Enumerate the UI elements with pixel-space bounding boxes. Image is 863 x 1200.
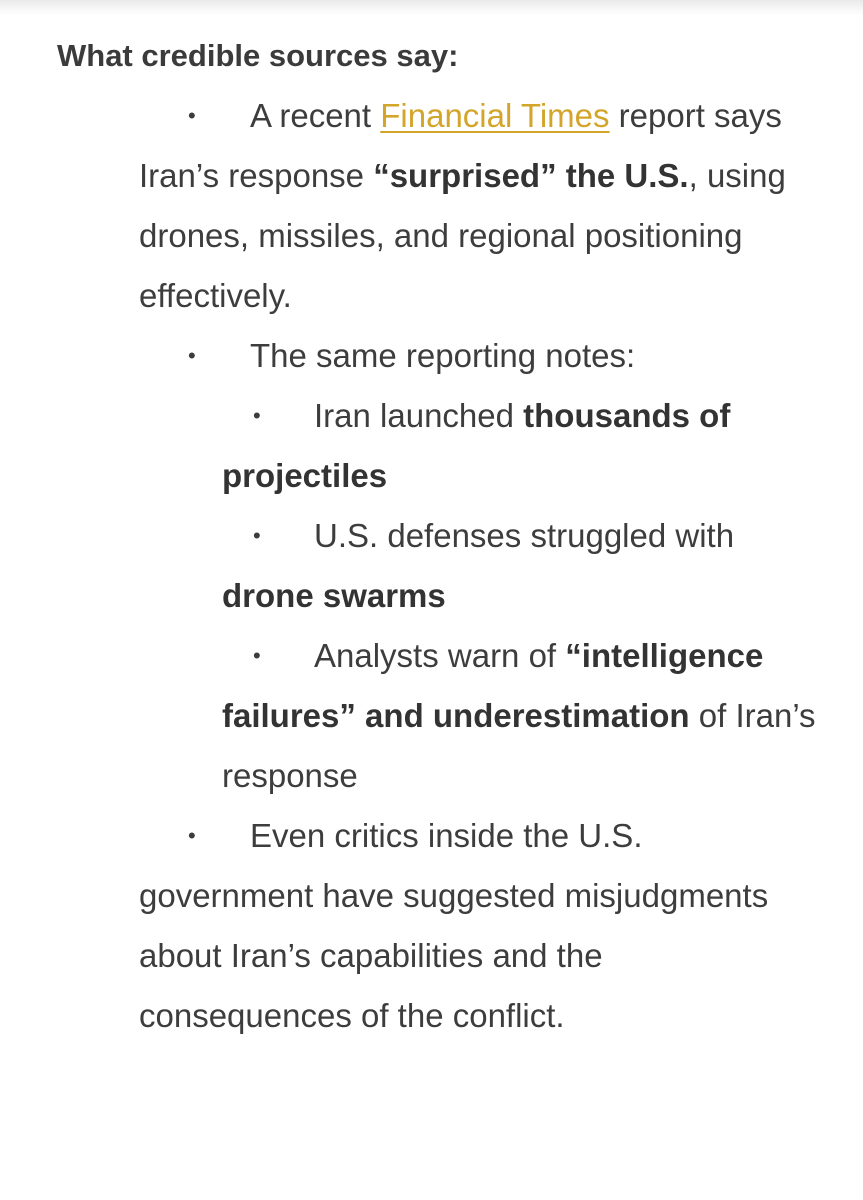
- list-item: [222, 626, 822, 806]
- bullet-list: [0, 86, 863, 1046]
- segment-text: Analysts warn of: [314, 637, 566, 674]
- segment-text: U.S. defenses struggled with: [314, 517, 735, 554]
- list-item: [139, 326, 819, 386]
- bullet-icon: •: [253, 403, 261, 428]
- segment-text: The same reporting notes:: [250, 337, 636, 374]
- list-item: [222, 506, 822, 626]
- segment-text: A recent: [250, 97, 381, 134]
- bold-text: “intelligence failures” and underestimation: [222, 637, 764, 734]
- bullet-icon: •: [188, 103, 196, 128]
- bold-text: drone swarms: [222, 577, 446, 614]
- bullet-icon: •: [253, 523, 261, 548]
- segment-text: of Iran’s response: [222, 697, 816, 794]
- section-heading: What credible sources say:: [57, 38, 459, 73]
- top-edge-shadow: [0, 0, 863, 16]
- segment-text: Even critics inside the U.S. government have suggested misjudgments about Iran’s capabilities and the consequences of the conflict.: [139, 817, 769, 1034]
- segment-text: Iran launched: [314, 397, 524, 434]
- bullet-icon: •: [188, 343, 196, 368]
- bullet-icon: •: [188, 823, 196, 848]
- segment-text: , using drones, missiles, and regional positioning effectively.: [139, 157, 786, 314]
- list-item: [222, 386, 822, 506]
- list-item: [139, 806, 819, 1046]
- financial-times-link[interactable]: Financial Times: [380, 97, 610, 134]
- bold-text: thousands of projectiles: [222, 397, 731, 494]
- list-item: [139, 86, 819, 326]
- bullet-icon: •: [253, 643, 261, 668]
- segment-text: report says Iran’s response: [139, 97, 782, 194]
- bold-text: “surprised” the U.S.: [373, 157, 689, 194]
